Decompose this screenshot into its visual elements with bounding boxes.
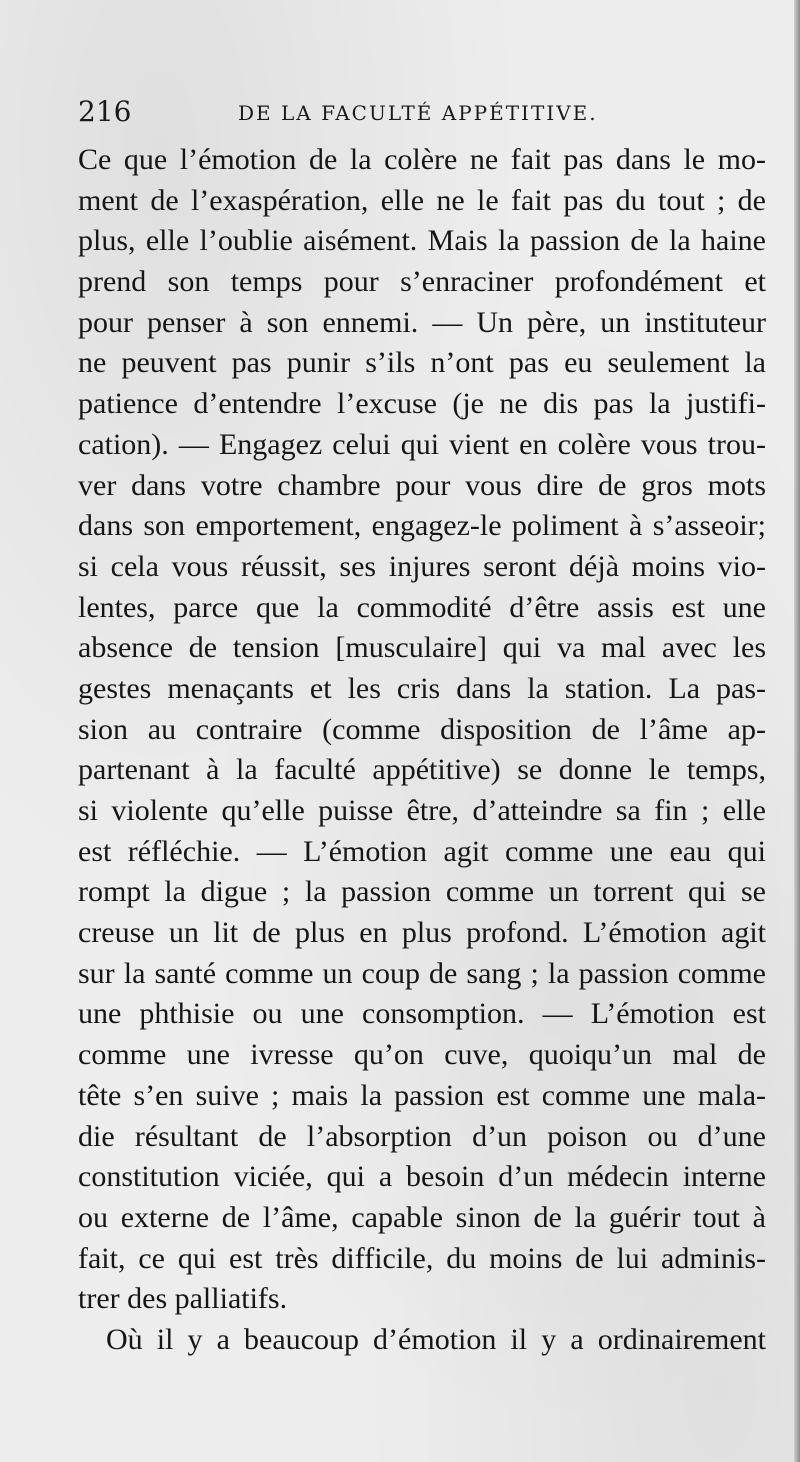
running-head: DE LA FACULTÉ APPÉTITIVE. (238, 101, 598, 125)
text-line: gestes menaçants et les cris dans la station. La pas- (78, 671, 766, 705)
text-line: ment de l’exaspération, elle ne le fait pas du tout ; de (78, 183, 766, 217)
text-line: creuse un lit de plus en plus profond. L’émotion agit (78, 916, 766, 950)
page-edge (794, 0, 800, 1462)
paragraph-start-line: Où il y a beaucoup d’émotion il y a ordinairement (106, 1322, 766, 1356)
text-line: si cela vous réussit, ses injures seront déjà moins vio- (78, 549, 766, 583)
text-line: die résultant de l’absorption d’un poison ou d’une (78, 1119, 766, 1153)
text-line: ou externe de l’âme, capable sinon de la guérir tout à (78, 1200, 766, 1234)
text-line: dans son emportement, engagez-le poliment à s’asseoir; (78, 509, 766, 543)
page-header (78, 92, 768, 132)
text-line: une phthisie ou une consomption. — L’émotion est (78, 997, 766, 1031)
text-line: partenant à la faculté appétitive) se donne le temps, (78, 753, 766, 787)
text-line: prend son temps pour s’enraciner profondément et (78, 265, 766, 299)
paragraph-end-line: trer des palliatifs. (78, 1282, 288, 1316)
text-line: patience d’entendre l’excuse (je ne dis pas la justifi- (78, 387, 766, 421)
body-text (78, 140, 766, 1361)
text-line: pour penser à son ennemi. — Un père, un instituteur (78, 305, 766, 339)
text-line: plus, elle l’oublie aisément. Mais la passion de la haine (78, 224, 766, 258)
text-line: Ce que l’émotion de la colère ne fait pas dans le mo- (78, 143, 766, 176)
text-line: si violente qu’elle puisse être, d’atteindre sa fin ; elle (78, 794, 766, 827)
text-line: ne peuvent pas punir s’ils n’ont pas eu seulement la (78, 346, 766, 380)
text-line: sion au contraire (comme disposition de l’âme ap- (78, 712, 766, 746)
text-line: sur la santé comme un coup de sang ; la passion comme (78, 956, 766, 990)
text-line: absence de tension [musculaire] qui va mal avec les (78, 631, 766, 665)
text-line: comme une ivresse qu’on cuve, quoiqu’un mal de (78, 1038, 766, 1072)
text-line: constitution viciée, qui a besoin d’un médecin interne (78, 1160, 766, 1194)
page-number: 216 (78, 95, 132, 128)
text-line: est réfléchie. — L’émotion agit comme une eau qui (78, 834, 766, 868)
text-line: rompt la digue ; la passion comme un torrent qui se (78, 875, 766, 909)
text-line: fait, ce qui est très difficile, du moins de lui adminis- (78, 1241, 766, 1275)
text-line: cation). — Engagez celui qui vient en colère vous trou- (78, 427, 766, 461)
text-line: lentes, parce que la commodité d’être assis est une (78, 590, 766, 624)
text-line: ver dans votre chambre pour vous dire de gros mots (78, 468, 766, 502)
text-line: tête s’en suive ; mais la passion est comme une mala- (78, 1078, 766, 1112)
